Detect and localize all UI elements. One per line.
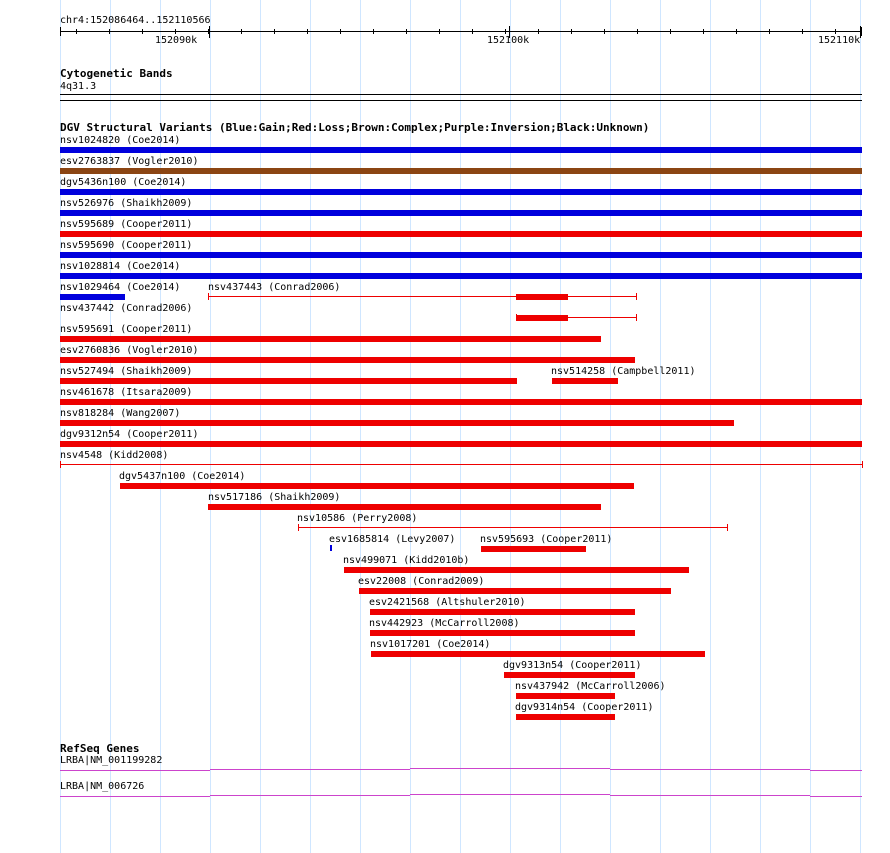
variant-label[interactable]: esv2763837 (Vogler2010) [60,156,199,167]
ruler-minor-tick [241,29,242,34]
cytoband-label: 4q31.3 [60,81,97,92]
variant-span-line[interactable] [208,296,636,297]
variant-bar[interactable] [552,378,618,384]
ruler-minor-tick [406,29,407,34]
variant-end-tick [298,524,299,531]
ruler-major-tick [209,26,210,38]
variant-end-tick [727,524,728,531]
variant-label[interactable]: nsv514258 (Campbell2011) [551,366,696,377]
variant-label[interactable]: nsv595693 (Cooper2011) [480,534,613,545]
ruler-minor-tick [76,29,77,34]
variant-label[interactable]: nsv595689 (Cooper2011) [60,219,193,230]
variant-bar[interactable] [370,609,635,615]
ruler-tick-label: 152090k [155,35,198,46]
variant-end-tick [636,293,637,300]
gene-model-segment[interactable] [210,795,310,796]
variant-label[interactable]: esv2760836 (Vogler2010) [60,345,199,356]
ruler-minor-tick [340,29,341,34]
gene-model-segment[interactable] [410,768,510,769]
gene-model-segment[interactable] [60,770,210,771]
variant-label[interactable]: nsv442923 (McCarroll2008) [369,618,520,629]
ruler-minor-tick [604,29,605,34]
variant-label[interactable]: nsv1017201 (Coe2014) [370,639,491,650]
variant-bar[interactable] [516,693,615,699]
gene-model-segment[interactable] [710,769,810,770]
gene-model-segment[interactable] [410,794,510,795]
ruler-location: chr4:152086464..152110566 [60,15,211,26]
variant-label[interactable]: dgv9312n54 (Cooper2011) [60,429,199,440]
gene-model-segment[interactable] [710,795,810,796]
variant-label[interactable]: nsv10586 (Perry2008) [297,513,418,524]
gene-model-segment[interactable] [510,794,610,795]
ruler-minor-tick [274,29,275,34]
cytoband-track-title: Cytogenetic Bands [60,67,173,80]
gene-model-segment[interactable] [310,769,410,770]
ruler-minor-tick [670,29,671,34]
ruler-minor-tick [703,29,704,34]
variant-label[interactable]: nsv527494 (Shaikh2009) [60,366,193,377]
variant-bar[interactable] [516,714,615,720]
ruler-minor-tick [835,29,836,34]
ruler-end-tick [60,27,61,36]
variant-label[interactable]: esv22008 (Conrad2009) [358,576,485,587]
variant-label[interactable]: nsv461678 (Itsara2009) [60,387,193,398]
cytoband-line-bottom [60,100,862,101]
gene-label[interactable]: LRBA|NM_006726 [60,781,145,792]
variant-bar[interactable] [60,168,862,174]
variant-label[interactable]: dgv5436n100 (Coe2014) [60,177,187,188]
ruler-tick-label: 152100k [487,35,530,46]
variant-bar[interactable] [208,504,601,510]
variant-label[interactable]: nsv437942 (McCarroll2006) [515,681,666,692]
gene-model-segment[interactable] [810,770,862,771]
variant-bar[interactable] [60,231,862,237]
gene-model-segment[interactable] [210,769,310,770]
ruler-minor-tick [142,29,143,34]
variant-label[interactable]: esv1685814 (Levy2007) [329,534,456,545]
ruler-minor-tick [802,29,803,34]
gene-model-segment[interactable] [60,796,210,797]
ruler-minor-tick [571,29,572,34]
variant-bar[interactable] [330,545,332,551]
refseq-track-title: RefSeq Genes [60,742,140,755]
ruler-minor-tick [769,29,770,34]
variant-bar[interactable] [60,357,635,363]
ruler-minor-tick [175,29,176,34]
variant-bar[interactable] [359,588,671,594]
variant-bar[interactable] [481,546,586,552]
ruler-minor-tick [439,29,440,34]
dgv-track-title: DGV Structural Variants (Blue:Gain;Red:Loss;Brown:Complex;Purple:Inversion;Black:Unknown) [60,121,650,134]
variant-label[interactable]: dgv5437n100 (Coe2014) [119,471,246,482]
ruler-minor-tick [373,29,374,34]
variant-label[interactable]: dgv9313n54 (Cooper2011) [503,660,642,671]
gene-model-segment[interactable] [610,795,710,796]
variant-label[interactable]: nsv1028814 (Coe2014) [60,261,181,272]
gene-model-segment[interactable] [510,768,610,769]
variant-label[interactable]: nsv4548 (Kidd2008) [60,450,169,461]
variant-label[interactable]: nsv437442 (Conrad2006) [60,303,193,314]
variant-label[interactable]: nsv1029464 (Coe2014) [60,282,181,293]
variant-bar[interactable] [60,147,862,153]
ruler-minor-tick [736,29,737,34]
gene-model-segment[interactable] [610,769,710,770]
variant-bar[interactable] [60,273,862,279]
variant-span-line[interactable] [60,464,862,465]
variant-bar[interactable] [60,399,862,405]
ruler-minor-tick [109,29,110,34]
variant-bar[interactable] [60,189,862,195]
variant-label[interactable]: nsv517186 (Shaikh2009) [208,492,341,503]
variant-bar[interactable] [60,294,125,300]
variant-block[interactable] [516,294,568,300]
ruler-tick-label: 152110k [818,35,861,46]
variant-bar[interactable] [504,672,635,678]
variant-end-tick [862,461,863,468]
ruler-minor-tick [472,29,473,34]
variant-label[interactable]: nsv437443 (Conrad2006) [208,282,341,293]
grid-line [810,0,811,853]
variant-bar[interactable] [370,630,635,636]
variant-bar[interactable] [60,441,862,447]
variant-label[interactable]: nsv1024820 (Coe2014) [60,135,181,146]
grid-line [860,0,861,853]
variant-label[interactable]: esv2421568 (Altshuler2010) [369,597,526,608]
gene-label[interactable]: LRBA|NM_001199282 [60,755,163,766]
variant-label[interactable]: dgv9314n54 (Cooper2011) [515,702,654,713]
variant-bar[interactable] [60,336,601,342]
ruler-minor-tick [637,29,638,34]
variant-end-tick [636,314,637,321]
gene-model-segment[interactable] [810,796,862,797]
variant-bar[interactable] [60,210,862,216]
variant-bar[interactable] [60,420,734,426]
variant-bar[interactable] [60,252,862,258]
grid-line [660,0,661,853]
variant-bar[interactable] [344,567,689,573]
ruler-minor-tick [505,29,506,34]
variant-end-tick [60,461,61,468]
ruler-axis [60,31,862,32]
variant-bar[interactable] [371,651,705,657]
variant-label[interactable]: nsv595691 (Cooper2011) [60,324,193,335]
variant-label[interactable]: nsv499071 (Kidd2010b) [343,555,470,566]
grid-line [760,0,761,853]
cytoband-line-top [60,94,862,95]
variant-label[interactable]: nsv818284 (Wang2007) [60,408,181,419]
variant-block[interactable] [516,315,568,321]
variant-bar[interactable] [120,483,634,489]
ruler-end-tick [861,27,862,36]
variant-span-line[interactable] [298,527,727,528]
ruler-minor-tick [307,29,308,34]
variant-label[interactable]: nsv526976 (Shaikh2009) [60,198,193,209]
gene-model-segment[interactable] [310,795,410,796]
variant-end-tick [208,293,209,300]
grid-line [710,0,711,853]
variant-label[interactable]: nsv595690 (Cooper2011) [60,240,193,251]
variant-bar[interactable] [60,378,517,384]
ruler-minor-tick [538,29,539,34]
